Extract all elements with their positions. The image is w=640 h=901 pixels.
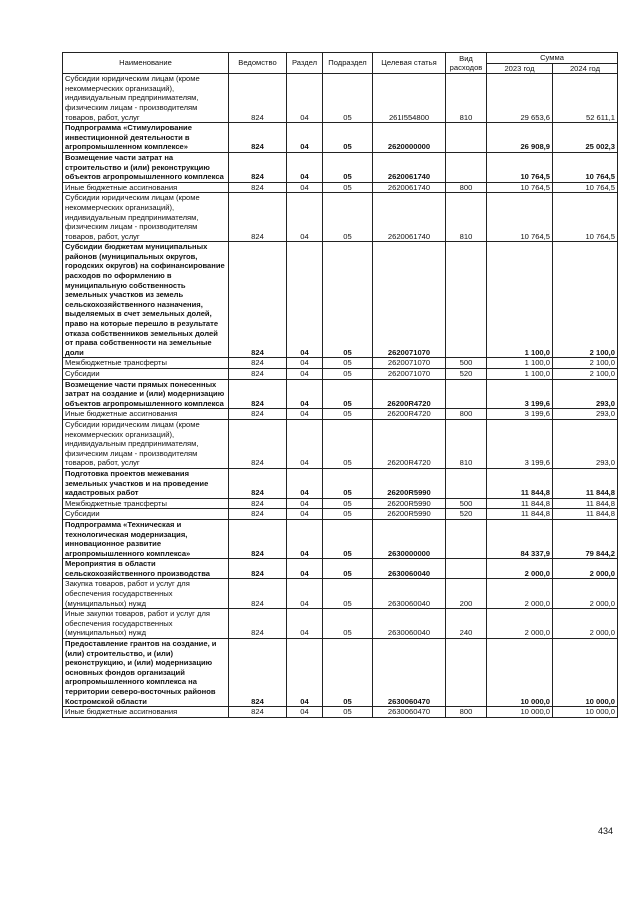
row-vid [446,123,487,153]
row-vid [446,379,487,409]
row-vedomstvo: 824 [229,123,287,153]
row-target: 2620071070 [373,358,446,369]
row-name: Иные закупки товаров, работ и услуг для обеспечения государственных (муниципальных) нужд [63,609,229,639]
row-target: 26200R4720 [373,379,446,409]
header-year-2023: 2023 год [487,63,553,74]
row-name: Подпрограмма «Техническая и технологическая модернизация, инновационное развитие агропромышленного комплекса» [63,519,229,558]
table-row [63,707,618,718]
row-vid [446,468,487,498]
row-target: 2630060040 [373,579,446,609]
header-vedomstvo: Ведомство [229,53,287,74]
row-sum-2024: 11 844,8 [553,468,618,498]
table-row [63,559,618,579]
row-podrazdel: 05 [323,193,373,242]
row-razdel: 04 [287,468,323,498]
row-vedomstvo: 824 [229,639,287,707]
row-vedomstvo: 824 [229,369,287,380]
row-name: Предоставление грантов на создание, и (или) строительство, и (или) реконструкцию, и (или) модернизацию основных фондов организаций агропромышленного комплекса на территории северо-восточных районов Костромской области [63,639,229,707]
row-target: 2620061740 [373,152,446,182]
budget-table [62,52,618,718]
row-vedomstvo: 824 [229,409,287,420]
row-vedomstvo: 824 [229,379,287,409]
budget-table-container [62,52,617,718]
row-razdel: 04 [287,498,323,509]
row-podrazdel: 05 [323,707,373,718]
row-vid: 240 [446,609,487,639]
row-sum-2024: 293,0 [553,379,618,409]
row-name: Подпрограмма «Стимулирование инвестиционной деятельности в агропромышленном комплексе» [63,123,229,153]
table-row [63,182,618,193]
row-vid [446,559,487,579]
row-target: 26200R4720 [373,419,446,468]
row-sum-2024: 10 764,5 [553,152,618,182]
row-razdel: 04 [287,419,323,468]
row-sum-2023: 11 844,8 [487,468,553,498]
row-target: 2620061740 [373,193,446,242]
row-target: 2630060040 [373,609,446,639]
row-sum-2023: 3 199,6 [487,379,553,409]
table-row [63,123,618,153]
table-row [63,498,618,509]
row-target: 2630060470 [373,639,446,707]
row-vedomstvo: 824 [229,182,287,193]
row-sum-2024: 293,0 [553,409,618,420]
row-sum-2024: 52 611,1 [553,74,618,123]
row-vid [446,242,487,358]
row-sum-2024: 25 002,3 [553,123,618,153]
row-sum-2024: 10 764,5 [553,182,618,193]
table-row [63,468,618,498]
row-vid: 200 [446,579,487,609]
table-row [63,379,618,409]
row-name: Закупка товаров, работ и услуг для обеспечения государственных (муниципальных) нужд [63,579,229,609]
row-podrazdel: 05 [323,498,373,509]
row-name: Мероприятия в области сельскохозяйственного производства [63,559,229,579]
row-sum-2023: 2 000,0 [487,609,553,639]
row-razdel: 04 [287,639,323,707]
row-vedomstvo: 824 [229,242,287,358]
row-target: 26200R5990 [373,498,446,509]
row-razdel: 04 [287,242,323,358]
row-sum-2023: 10 764,5 [487,193,553,242]
row-vid [446,152,487,182]
row-sum-2023: 2 000,0 [487,559,553,579]
row-sum-2023: 1 100,0 [487,242,553,358]
row-razdel: 04 [287,409,323,420]
row-name: Субсидии юридическим лицам (кроме некоммерческих организаций), индивидуальным предпринимателям, физическим лицам - производителям товаров, работ, услуг [63,419,229,468]
row-sum-2023: 11 844,8 [487,509,553,520]
row-podrazdel: 05 [323,639,373,707]
row-target: 2630060470 [373,707,446,718]
row-sum-2023: 26 908,9 [487,123,553,153]
row-sum-2023: 11 844,8 [487,498,553,509]
row-razdel: 04 [287,358,323,369]
row-vedomstvo: 824 [229,152,287,182]
header-vid: Вид расходов [446,53,487,74]
row-podrazdel: 05 [323,379,373,409]
row-name: Межбюджетные трансферты [63,358,229,369]
row-vedomstvo: 824 [229,509,287,520]
row-target: 2620071070 [373,369,446,380]
row-vid: 800 [446,707,487,718]
row-vid: 500 [446,498,487,509]
row-name: Субсидии юридическим лицам (кроме некоммерческих организаций), индивидуальным предпринимателям, физическим лицам - производителям товаров, работ, услуг [63,74,229,123]
row-name: Субсидии бюджетам муниципальных районов (муниципальных округов, городских округов) на софинансирование расходов по оформлению в муниципальную собственность земельных участков из земель сельскохозяйственного назначения, выделяемых в счет земельных долей, право на которые перешло в результате отказа собственников земельных долей от права собственности на земельные доли [63,242,229,358]
row-target: 26200R5990 [373,509,446,520]
row-sum-2023: 2 000,0 [487,579,553,609]
row-target: 2620061740 [373,182,446,193]
row-vid: 810 [446,193,487,242]
row-razdel: 04 [287,123,323,153]
header-name: Наименование [63,53,229,74]
row-podrazdel: 05 [323,609,373,639]
row-target: 2630000000 [373,519,446,558]
row-vedomstvo: 824 [229,419,287,468]
table-row [63,152,618,182]
row-vid: 800 [446,182,487,193]
row-sum-2024: 2 100,0 [553,369,618,380]
table-row [63,242,618,358]
header-year-2024: 2024 год [553,63,618,74]
row-sum-2024: 11 844,8 [553,498,618,509]
row-name: Субсидии [63,509,229,520]
row-podrazdel: 05 [323,182,373,193]
row-vedomstvo: 824 [229,609,287,639]
row-name: Иные бюджетные ассигнования [63,409,229,420]
row-vid: 520 [446,369,487,380]
row-podrazdel: 05 [323,74,373,123]
table-row [63,639,618,707]
table-row [63,409,618,420]
row-podrazdel: 05 [323,123,373,153]
row-sum-2024: 293,0 [553,419,618,468]
header-razdel: Раздел [287,53,323,74]
row-name: Иные бюджетные ассигнования [63,182,229,193]
table-row [63,369,618,380]
row-name: Подготовка проектов межевания земельных участков и на проведение кадастровых работ [63,468,229,498]
table-row [63,193,618,242]
row-razdel: 04 [287,152,323,182]
row-name: Иные бюджетные ассигнования [63,707,229,718]
table-row [63,74,618,123]
row-vedomstvo: 824 [229,498,287,509]
header-summa: Сумма [487,53,618,64]
row-vid [446,639,487,707]
row-sum-2023: 29 653,6 [487,74,553,123]
row-target: 26200R4720 [373,409,446,420]
row-razdel: 04 [287,182,323,193]
row-target: 261I554800 [373,74,446,123]
row-podrazdel: 05 [323,409,373,420]
row-sum-2023: 1 100,0 [487,369,553,380]
row-name: Межбюджетные трансферты [63,498,229,509]
row-razdel: 04 [287,579,323,609]
table-row [63,419,618,468]
row-razdel: 04 [287,193,323,242]
row-sum-2023: 10 764,5 [487,182,553,193]
row-target: 2620071070 [373,242,446,358]
row-podrazdel: 05 [323,468,373,498]
row-sum-2024: 2 100,0 [553,358,618,369]
row-vedomstvo: 824 [229,193,287,242]
row-sum-2024: 2 000,0 [553,609,618,639]
row-sum-2023: 84 337,9 [487,519,553,558]
row-podrazdel: 05 [323,579,373,609]
header-target: Целевая статья [373,53,446,74]
row-name: Возмещение части прямых понесенных затрат на создание и (или) модернизацию объектов агропромышленного комплекса [63,379,229,409]
row-vid: 810 [446,74,487,123]
row-podrazdel: 05 [323,369,373,380]
row-sum-2023: 1 100,0 [487,358,553,369]
row-razdel: 04 [287,369,323,380]
row-razdel: 04 [287,509,323,520]
row-vedomstvo: 824 [229,519,287,558]
row-razdel: 04 [287,707,323,718]
row-target: 26200R5990 [373,468,446,498]
row-podrazdel: 05 [323,358,373,369]
table-row [63,509,618,520]
row-sum-2024: 10 764,5 [553,193,618,242]
row-vedomstvo: 824 [229,358,287,369]
row-razdel: 04 [287,379,323,409]
row-sum-2023: 10 000,0 [487,707,553,718]
row-target: 2620000000 [373,123,446,153]
table-header [63,53,618,74]
page-number: 434 [598,826,614,836]
row-vedomstvo: 824 [229,707,287,718]
row-sum-2024: 2 100,0 [553,242,618,358]
row-podrazdel: 05 [323,419,373,468]
row-vedomstvo: 824 [229,559,287,579]
row-podrazdel: 05 [323,509,373,520]
table-row [63,609,618,639]
row-sum-2024: 2 000,0 [553,559,618,579]
row-razdel: 04 [287,519,323,558]
row-name: Субсидии [63,369,229,380]
row-sum-2024: 11 844,8 [553,509,618,520]
row-vedomstvo: 824 [229,579,287,609]
row-sum-2024: 79 844,2 [553,519,618,558]
row-razdel: 04 [287,559,323,579]
row-vedomstvo: 824 [229,74,287,123]
row-vid: 800 [446,409,487,420]
row-name: Субсидии юридическим лицам (кроме некоммерческих организаций), индивидуальным предпринимателям, физическим лицам - производителям товаров, работ, услуг [63,193,229,242]
table-body [63,74,618,718]
row-sum-2023: 10 000,0 [487,639,553,707]
row-podrazdel: 05 [323,559,373,579]
header-podrazdel: Подраздел [323,53,373,74]
row-vid: 520 [446,509,487,520]
row-podrazdel: 05 [323,242,373,358]
row-vid: 500 [446,358,487,369]
row-podrazdel: 05 [323,519,373,558]
row-vid: 810 [446,419,487,468]
table-row [63,579,618,609]
row-sum-2023: 10 764,5 [487,152,553,182]
row-podrazdel: 05 [323,152,373,182]
table-row [63,519,618,558]
row-sum-2024: 2 000,0 [553,579,618,609]
row-razdel: 04 [287,74,323,123]
row-razdel: 04 [287,609,323,639]
row-vid [446,519,487,558]
row-sum-2023: 3 199,6 [487,409,553,420]
row-target: 2630060040 [373,559,446,579]
table-row [63,358,618,369]
row-sum-2024: 10 000,0 [553,707,618,718]
row-name: Возмещение части затрат на строительство и (или) реконструкцию объектов агропромышленного комплекса [63,152,229,182]
row-sum-2023: 3 199,6 [487,419,553,468]
row-sum-2024: 10 000,0 [553,639,618,707]
row-vedomstvo: 824 [229,468,287,498]
